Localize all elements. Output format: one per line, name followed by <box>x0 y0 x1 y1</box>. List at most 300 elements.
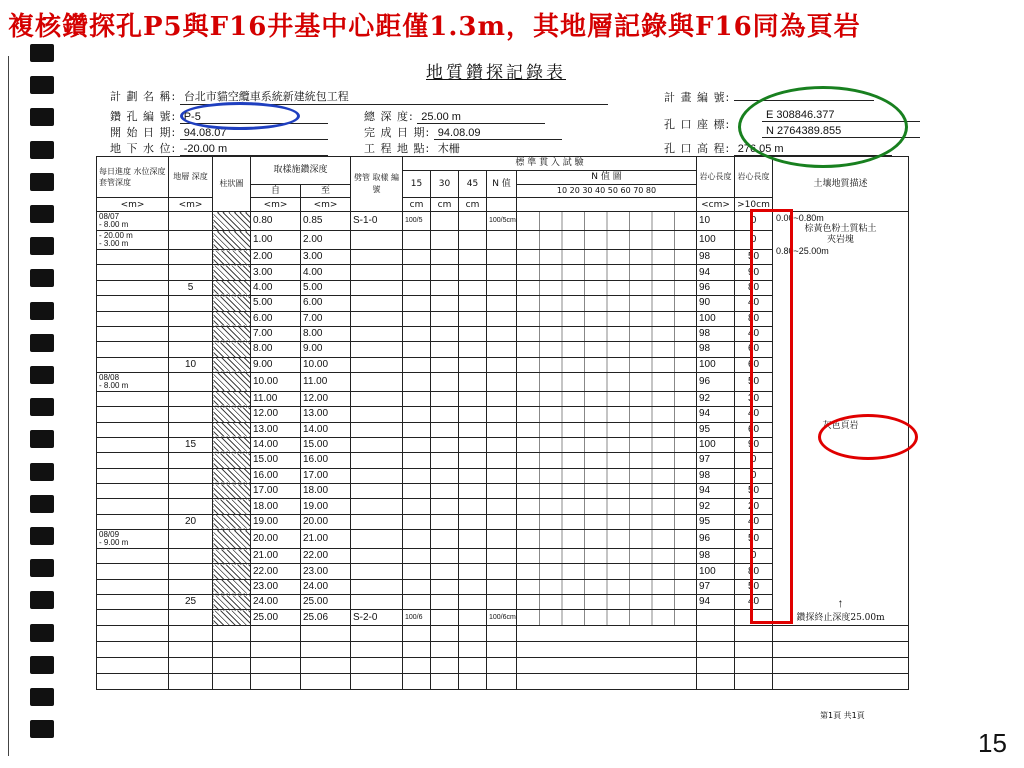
sample-cell <box>351 453 403 468</box>
blow45-cell <box>459 595 487 610</box>
progress-note: - 8.00 m <box>99 380 129 390</box>
blow15-cell <box>403 407 431 422</box>
rqd-cell: 30 <box>735 391 773 406</box>
depth-cell <box>169 250 213 265</box>
core-length-cell: 100 <box>697 437 735 452</box>
binding-mark <box>30 656 54 674</box>
col-from-unit: <m> <box>251 198 301 212</box>
column-cell <box>213 311 251 326</box>
from-cell: 8.00 <box>251 342 301 357</box>
progress-cell <box>97 437 169 452</box>
col-unit-15: cm <box>403 198 431 212</box>
core-length-cell: 92 <box>697 391 735 406</box>
blank-cell <box>487 658 517 674</box>
depth-cell <box>169 265 213 280</box>
n-graph-cell <box>517 564 697 579</box>
n-value-cell <box>487 250 517 265</box>
project-name-label: 計 劃 名 稱: <box>110 90 177 103</box>
to-cell: 11.00 <box>301 372 351 391</box>
blow15-cell <box>403 391 431 406</box>
binding-mark <box>30 495 54 513</box>
end-date-row <box>364 124 562 140</box>
total-depth-value: 25.00 m <box>417 111 545 124</box>
from-cell: 2.00 <box>251 250 301 265</box>
blow30-cell <box>431 342 459 357</box>
blank-cell <box>97 642 169 658</box>
desc-end-arrow: ↑ <box>837 596 844 611</box>
blow45-cell <box>459 357 487 372</box>
column-cell <box>213 499 251 514</box>
blow15-cell: 100/5 <box>403 212 431 231</box>
from-cell: 21.00 <box>251 549 301 564</box>
blank-cell <box>351 658 403 674</box>
progress-cell <box>97 311 169 326</box>
blow15-cell <box>403 342 431 357</box>
depth-cell <box>169 342 213 357</box>
blow30-cell <box>431 610 459 626</box>
col-to-unit: <m> <box>301 198 351 212</box>
blank-cell <box>773 674 909 690</box>
blank-cell <box>403 642 431 658</box>
to-cell: 21.00 <box>301 530 351 549</box>
core-length-cell: 98 <box>697 250 735 265</box>
from-cell: 6.00 <box>251 311 301 326</box>
blow45-cell <box>459 250 487 265</box>
sample-cell: S-2-0 <box>351 610 403 626</box>
from-cell: 20.00 <box>251 530 301 549</box>
col-rqd-unit: >10cm <box>735 198 773 212</box>
depth-cell: 5 <box>169 280 213 295</box>
desc-d1-range: 0.00~0.80m <box>776 213 824 224</box>
col-unit-n <box>487 198 517 212</box>
blank-cell <box>169 626 213 642</box>
blow45-cell <box>459 407 487 422</box>
blow15-cell <box>403 499 431 514</box>
blank-cell <box>403 626 431 642</box>
blank-row <box>97 626 909 642</box>
blank-cell <box>169 674 213 690</box>
rqd-cell: 40 <box>735 296 773 311</box>
progress-cell <box>97 231 169 250</box>
binding-mark <box>30 44 54 62</box>
rqd-cell: 50 <box>735 484 773 499</box>
sample-cell <box>351 514 403 529</box>
rqd-cell: 20 <box>735 499 773 514</box>
depth-cell <box>169 326 213 341</box>
from-cell: 17.00 <box>251 484 301 499</box>
blow15-cell <box>403 280 431 295</box>
n-value-cell <box>487 407 517 422</box>
blow30-cell <box>431 468 459 483</box>
n-value-cell <box>487 579 517 594</box>
coord-row <box>664 116 730 132</box>
blow15-cell <box>403 357 431 372</box>
core-length-cell: 95 <box>697 514 735 529</box>
n-graph-cell <box>517 579 697 594</box>
blow15-cell <box>403 484 431 499</box>
n-graph-cell <box>517 422 697 437</box>
sample-cell <box>351 311 403 326</box>
col-n-scale: 10 20 30 40 50 60 70 80 <box>517 184 697 198</box>
to-cell: 0.85 <box>301 212 351 231</box>
rqd-cell: 50 <box>735 250 773 265</box>
rqd-cell: 50 <box>735 530 773 549</box>
depth-cell <box>169 231 213 250</box>
rqd-cell: 60 <box>735 342 773 357</box>
from-cell: 14.00 <box>251 437 301 452</box>
progress-cell <box>97 530 169 549</box>
blow30-cell <box>431 499 459 514</box>
depth-cell: 10 <box>169 357 213 372</box>
n-value-cell <box>487 342 517 357</box>
progress-note: 08/09 <box>99 530 120 540</box>
n-graph-cell <box>517 311 697 326</box>
column-cell <box>213 530 251 549</box>
blow30-cell <box>431 579 459 594</box>
from-cell: 7.00 <box>251 326 301 341</box>
blow45-cell <box>459 212 487 231</box>
blank-cell <box>735 642 773 658</box>
n-value-cell <box>487 484 517 499</box>
depth-cell <box>169 468 213 483</box>
rqd-cell: 0 <box>735 231 773 250</box>
sample-cell <box>351 231 403 250</box>
blank-cell <box>487 626 517 642</box>
blow30-cell <box>431 212 459 231</box>
binding-mark <box>30 688 54 706</box>
column-cell <box>213 468 251 483</box>
sample-cell <box>351 549 403 564</box>
blank-cell <box>169 658 213 674</box>
binding-mark <box>30 334 54 352</box>
blow45-cell <box>459 372 487 391</box>
n-value-cell: 100/6cm <box>487 610 517 626</box>
to-cell: 18.00 <box>301 484 351 499</box>
core-length-cell: 94 <box>697 595 735 610</box>
blow30-cell <box>431 437 459 452</box>
blank-cell <box>403 658 431 674</box>
blank-cell <box>773 642 909 658</box>
n-value-cell: 100/5cm <box>487 212 517 231</box>
sample-cell <box>351 484 403 499</box>
rqd-cell: 40 <box>735 326 773 341</box>
n-graph-cell <box>517 407 697 422</box>
gw-value: -20.00 m <box>180 143 328 156</box>
n-value-cell <box>487 499 517 514</box>
binding-mark <box>30 624 54 642</box>
from-cell: 19.00 <box>251 514 301 529</box>
progress-cell <box>97 357 169 372</box>
blow45-cell <box>459 265 487 280</box>
progress-note: - 3.00 m <box>99 239 129 249</box>
blow45-cell <box>459 326 487 341</box>
blow15-cell <box>403 311 431 326</box>
column-cell <box>213 484 251 499</box>
from-cell: 23.00 <box>251 579 301 594</box>
sample-cell <box>351 530 403 549</box>
col-n-value: N 值 <box>487 170 517 198</box>
column-cell <box>213 422 251 437</box>
n-graph-cell <box>517 595 697 610</box>
blow15-cell <box>403 231 431 250</box>
rqd-cell: 60 <box>735 357 773 372</box>
depth-cell <box>169 499 213 514</box>
coord-label: 孔 口 座 標: <box>664 118 731 131</box>
sample-cell <box>351 595 403 610</box>
rqd-cell: 90 <box>735 437 773 452</box>
to-cell: 4.00 <box>301 265 351 280</box>
binding-mark <box>30 559 54 577</box>
from-cell: 4.00 <box>251 280 301 295</box>
progress-note: - 8.00 m <box>99 220 129 230</box>
rqd-cell: 80 <box>735 311 773 326</box>
blow45-cell <box>459 311 487 326</box>
site-value: 木柵 <box>434 140 562 157</box>
progress-note: 08/08 <box>99 372 120 382</box>
rqd-cell: 0 <box>735 549 773 564</box>
blow45-cell <box>459 484 487 499</box>
rqd-cell: 50 <box>735 579 773 594</box>
n-value-cell <box>487 549 517 564</box>
depth-cell <box>169 610 213 626</box>
rqd-highlight-box <box>750 209 793 624</box>
col-column: 柱狀圖 <box>213 157 251 212</box>
scan-frame-edge <box>8 56 9 756</box>
blank-cell <box>97 658 169 674</box>
depth-cell <box>169 422 213 437</box>
progress-cell <box>97 514 169 529</box>
sample-cell <box>351 296 403 311</box>
n-value-cell <box>487 453 517 468</box>
to-cell: 12.00 <box>301 391 351 406</box>
to-cell: 23.00 <box>301 564 351 579</box>
n-value-cell <box>487 564 517 579</box>
n-value-cell <box>487 231 517 250</box>
blow15-cell <box>403 326 431 341</box>
n-graph-cell <box>517 468 697 483</box>
to-cell: 15.00 <box>301 437 351 452</box>
core-length-cell: 97 <box>697 453 735 468</box>
binding-mark <box>30 173 54 191</box>
progress-cell <box>97 372 169 391</box>
progress-cell <box>97 407 169 422</box>
total-depth-row <box>364 108 545 124</box>
blank-cell <box>431 642 459 658</box>
shale-highlight-circle <box>818 414 918 460</box>
sample-cell <box>351 280 403 295</box>
binding-mark <box>30 527 54 545</box>
from-cell: 25.00 <box>251 610 301 626</box>
n-value-cell <box>487 326 517 341</box>
blow45-cell <box>459 280 487 295</box>
blank-cell <box>697 626 735 642</box>
rqd-cell: 40 <box>735 595 773 610</box>
n-value-cell <box>487 437 517 452</box>
blow45-cell <box>459 342 487 357</box>
hole-no-label: 鑽 孔 編 號: <box>110 110 177 123</box>
sample-cell <box>351 265 403 280</box>
rqd-cell: 0 <box>735 453 773 468</box>
sample-cell <box>351 391 403 406</box>
core-length-cell: 90 <box>697 296 735 311</box>
col-from: 自 <box>251 184 301 198</box>
from-cell: 3.00 <box>251 265 301 280</box>
rqd-cell: 40 <box>735 514 773 529</box>
site-row <box>364 140 562 157</box>
document-title: 地質鑽探記錄表 <box>426 63 566 83</box>
blank-cell <box>301 658 351 674</box>
core-length-cell: 10 <box>697 212 735 231</box>
col-rqd: 岩心長度 <box>735 157 773 198</box>
to-cell: 6.00 <box>301 296 351 311</box>
progress-cell <box>97 549 169 564</box>
blank-cell <box>97 674 169 690</box>
blow30-cell <box>431 514 459 529</box>
to-cell: 25.06 <box>301 610 351 626</box>
column-cell <box>213 357 251 372</box>
n-value-cell <box>487 391 517 406</box>
depth-cell <box>169 453 213 468</box>
core-length-cell: 100 <box>697 311 735 326</box>
progress-cell <box>97 280 169 295</box>
site-label: 工 程 地 點: <box>364 142 431 155</box>
column-cell <box>213 610 251 626</box>
blank-cell <box>517 674 697 690</box>
n-value-cell <box>487 530 517 549</box>
blank-cell <box>735 674 773 690</box>
to-cell: 20.00 <box>301 514 351 529</box>
core-length-cell: 92 <box>697 499 735 514</box>
blank-cell <box>773 658 909 674</box>
blow45-cell <box>459 231 487 250</box>
blow15-cell <box>403 595 431 610</box>
progress-note: - 9.00 m <box>99 538 129 548</box>
progress-cell <box>97 326 169 341</box>
project-name-value: 台北市貓空纜車系統新建統包工程 <box>180 88 608 105</box>
rqd-cell: 50 <box>735 372 773 391</box>
core-length-cell: 100 <box>697 231 735 250</box>
from-cell: 16.00 <box>251 468 301 483</box>
blank-cell <box>97 626 169 642</box>
sample-cell <box>351 250 403 265</box>
to-cell: 22.00 <box>301 549 351 564</box>
to-cell: 24.00 <box>301 579 351 594</box>
binding-mark <box>30 108 54 126</box>
column-cell <box>213 564 251 579</box>
blank-cell <box>517 626 697 642</box>
blow15-cell <box>403 514 431 529</box>
col-n-graph: N 值 圖 <box>517 170 697 184</box>
from-cell: 24.00 <box>251 595 301 610</box>
progress-cell <box>97 499 169 514</box>
rqd-cell: 60 <box>735 422 773 437</box>
column-cell <box>213 280 251 295</box>
blow45-cell <box>459 468 487 483</box>
coord-n-value: N 2764389.855 <box>762 125 920 138</box>
n-graph-cell <box>517 296 697 311</box>
n-value-cell <box>487 514 517 529</box>
sample-cell <box>351 579 403 594</box>
blow15-cell <box>403 579 431 594</box>
core-length-cell: 96 <box>697 530 735 549</box>
depth-cell <box>169 311 213 326</box>
n-value-cell <box>487 595 517 610</box>
binding-mark <box>30 237 54 255</box>
blow30-cell <box>431 422 459 437</box>
binding-mark <box>30 76 54 94</box>
footer-page: 第1頁 共1頁 <box>820 711 865 720</box>
blank-cell <box>487 674 517 690</box>
col-unit-graph <box>517 198 697 212</box>
blank-cell <box>773 626 909 642</box>
to-cell: 14.00 <box>301 422 351 437</box>
blow30-cell <box>431 372 459 391</box>
col-core-length: 岩心長度 <box>697 157 735 198</box>
binding-mark <box>30 366 54 384</box>
blank-cell <box>459 642 487 658</box>
progress-cell <box>97 391 169 406</box>
blow45-cell <box>459 579 487 594</box>
depth-cell <box>169 530 213 549</box>
from-cell: 0.80 <box>251 212 301 231</box>
desc-d1-text2: 夾岩塊 <box>826 235 854 246</box>
end-date-label: 完 成 日 期: <box>364 126 431 139</box>
depth-cell <box>169 391 213 406</box>
blank-cell <box>431 658 459 674</box>
col-progress-unit: <m> <box>97 198 169 212</box>
binding-strip <box>30 44 62 762</box>
to-cell: 19.00 <box>301 499 351 514</box>
column-cell <box>213 372 251 391</box>
n-graph-cell <box>517 250 697 265</box>
col-blow-30: 30 <box>431 170 459 198</box>
col-depth: 地層 深度 <box>169 157 213 198</box>
col-sample-no: 劈管 取樣 編號 <box>351 157 403 212</box>
n-graph-cell <box>517 437 697 452</box>
depth-cell <box>169 296 213 311</box>
n-graph-cell <box>517 372 697 391</box>
hole-no-highlight-oval <box>180 102 300 130</box>
depth-cell: 15 <box>169 437 213 452</box>
core-length-cell <box>697 610 735 626</box>
core-length-cell: 94 <box>697 265 735 280</box>
blow15-cell <box>403 250 431 265</box>
coordinate-highlight-oval <box>738 86 908 168</box>
gw-row <box>110 140 328 156</box>
blow30-cell <box>431 391 459 406</box>
depth-cell <box>169 579 213 594</box>
project-name-row <box>110 88 608 105</box>
progress-cell <box>97 250 169 265</box>
n-value-cell <box>487 468 517 483</box>
core-length-cell: 96 <box>697 372 735 391</box>
blank-cell <box>301 674 351 690</box>
blow45-cell <box>459 549 487 564</box>
blow30-cell <box>431 530 459 549</box>
n-value-cell <box>487 372 517 391</box>
n-value-cell <box>487 311 517 326</box>
column-cell <box>213 250 251 265</box>
blow30-cell <box>431 595 459 610</box>
col-unit-30: cm <box>431 198 459 212</box>
n-value-cell <box>487 422 517 437</box>
blank-cell <box>403 674 431 690</box>
blow15-cell <box>403 372 431 391</box>
progress-cell <box>97 595 169 610</box>
sample-cell <box>351 422 403 437</box>
blank-cell <box>213 642 251 658</box>
col-depth-unit: <m> <box>169 198 213 212</box>
